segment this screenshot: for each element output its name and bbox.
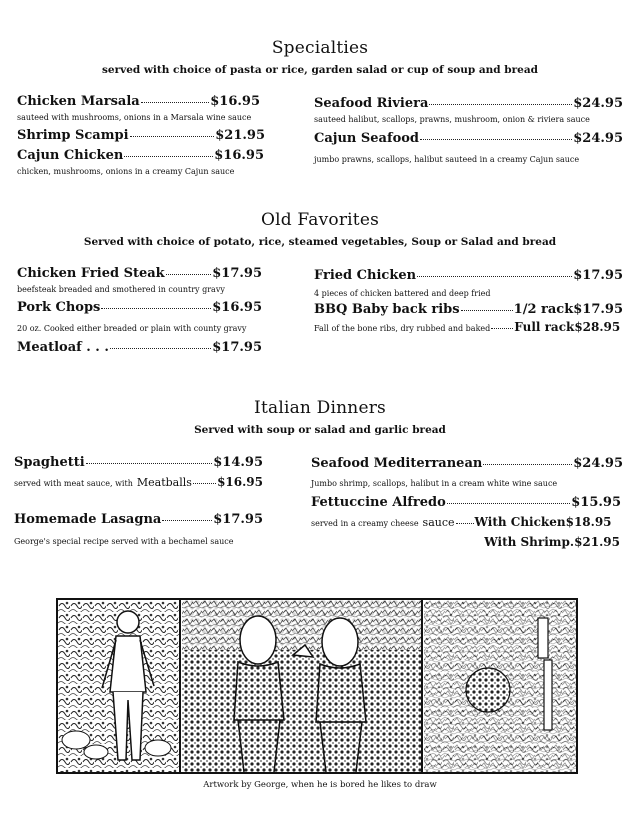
fettuccine-shrimp-line bbox=[470, 535, 620, 549]
item-name: Shrimp Scampi bbox=[17, 128, 129, 143]
item-price: $17.95 bbox=[573, 268, 623, 283]
item-description: chicken, mushrooms, onions in a creamy Cajun sauce bbox=[17, 167, 235, 176]
item-price: $24.95 bbox=[573, 456, 623, 471]
menu-item-meatloaf bbox=[17, 340, 262, 355]
item-name: Chicken Marsala bbox=[17, 94, 140, 109]
item-price: $24.95 bbox=[573, 96, 623, 111]
item-name: Spaghetti bbox=[14, 455, 85, 470]
artwork-drawing bbox=[58, 600, 576, 772]
item-name: Cajun Chicken bbox=[17, 148, 124, 163]
menu-item-spaghetti bbox=[14, 455, 263, 470]
artwork-panel bbox=[56, 598, 578, 774]
item-price: $16.95 bbox=[210, 94, 260, 109]
artwork-caption: Artwork by George, when he is bored he likes to draw bbox=[203, 780, 437, 790]
item-name: Cajun Seafood bbox=[314, 131, 420, 146]
italian-dinners-subtitle: Served with soup or salad and garlic bread bbox=[194, 424, 446, 436]
full-rack-label: Full rack bbox=[514, 320, 575, 334]
menu-item-homemade-lasagna bbox=[14, 512, 263, 527]
menu-item-pork-chops bbox=[17, 300, 262, 315]
item-name: Fettuccine Alfredo bbox=[311, 495, 446, 510]
item-description: sauteed with mushrooms, onions in a Marsala wine sauce bbox=[17, 113, 252, 122]
meatballs-label: Meatballs bbox=[136, 476, 192, 489]
item-name: Fried Chicken bbox=[314, 268, 417, 283]
item-price: $14.95 bbox=[213, 455, 263, 470]
italian-dinners-title: Italian Dinners bbox=[254, 398, 386, 418]
menu-item-seafood-riviera bbox=[314, 96, 623, 111]
fettuccine-chicken-line bbox=[311, 515, 621, 529]
item-description: 20 oz. Cooked either breaded or plain with county gravy bbox=[17, 324, 247, 333]
item-name: Chicken Fried Steak bbox=[17, 266, 165, 281]
item-name: Homemade Lasagna bbox=[14, 512, 162, 527]
item-description: jumbo prawns, scallops, halibut sauteed in a creamy Cajun sauce bbox=[314, 155, 580, 164]
item-price: $17.95 bbox=[212, 340, 262, 355]
item-price: $15.95 bbox=[571, 495, 621, 510]
full-rack-price: $28.95 bbox=[574, 320, 621, 334]
specialties-title: Specialties bbox=[271, 38, 369, 58]
item-price: $17.95 bbox=[213, 512, 263, 527]
menu-item-chicken-fried-steak bbox=[17, 266, 262, 281]
item-description: sauteed halibut, scallops, prawns, mushroom, onion & riviera sauce bbox=[314, 115, 590, 124]
item-price: $16.95 bbox=[212, 300, 262, 315]
item-name: Pork Chops bbox=[17, 300, 101, 315]
item-description: beefsteak breaded and smothered in country gravy bbox=[17, 285, 225, 294]
menu-item-bbq-baby-back-ribs bbox=[314, 302, 623, 317]
item-price: $21.95 bbox=[215, 128, 265, 143]
menu-item-fettuccine-alfredo bbox=[311, 495, 621, 510]
with-shrimp-label: With Shrimp. bbox=[484, 535, 575, 549]
menu-item-fried-chicken bbox=[314, 268, 623, 283]
with-shrimp-price: $21.95 bbox=[574, 535, 620, 549]
item-name: Seafood Mediterranean bbox=[311, 456, 483, 471]
half-rack-price: $17.95 bbox=[573, 302, 623, 317]
old-favorites-subtitle: Served with choice of potato, rice, steamed vegetables, Soup or Salad and bread bbox=[83, 236, 557, 248]
menu-item-cajun-seafood bbox=[314, 131, 623, 146]
menu-item-cajun-chicken bbox=[17, 148, 264, 163]
item-description: Jumbo shrimp, scallops, halibut in a cream white wine sauce bbox=[311, 479, 558, 488]
half-rack-label: 1/2 rack bbox=[513, 302, 574, 317]
with-chicken-price: $18.95 bbox=[565, 515, 612, 529]
menu-item-seafood-mediterranean bbox=[311, 456, 623, 471]
item-name: Meatloaf . . . bbox=[17, 340, 109, 355]
item-description: Fall of the bone ribs, dry rubbed and baked bbox=[314, 324, 491, 333]
item-price: $16.95 bbox=[214, 148, 264, 163]
with-chicken-label: With Chicken bbox=[474, 515, 566, 529]
item-name: BBQ Baby back ribs bbox=[314, 302, 460, 317]
meatballs-price: $16.95 bbox=[217, 475, 263, 489]
item-price: $24.95 bbox=[573, 131, 623, 146]
menu-item-shrimp-scampi bbox=[17, 128, 265, 143]
old-favorites-title: Old Favorites bbox=[260, 210, 380, 230]
item-description: George's special recipe served with a bechamel sauce bbox=[14, 537, 234, 546]
item-description: served with meat sauce, with bbox=[14, 479, 133, 488]
bbq-ribs-full-rack-line bbox=[314, 320, 623, 334]
item-description: 4 pieces of chicken battered and deep fried bbox=[314, 289, 491, 298]
item-name: Seafood Riviera bbox=[314, 96, 429, 111]
specialties-subtitle: served with choice of pasta or rice, garden salad or cup of soup and bread bbox=[101, 64, 539, 76]
menu-item-chicken-marsala bbox=[17, 94, 260, 109]
item-price: $17.95 bbox=[212, 266, 262, 281]
sauce-word: sauce bbox=[422, 516, 455, 529]
spaghetti-meatballs-line bbox=[14, 475, 263, 489]
item-description: served in a creamy cheese bbox=[311, 519, 419, 528]
